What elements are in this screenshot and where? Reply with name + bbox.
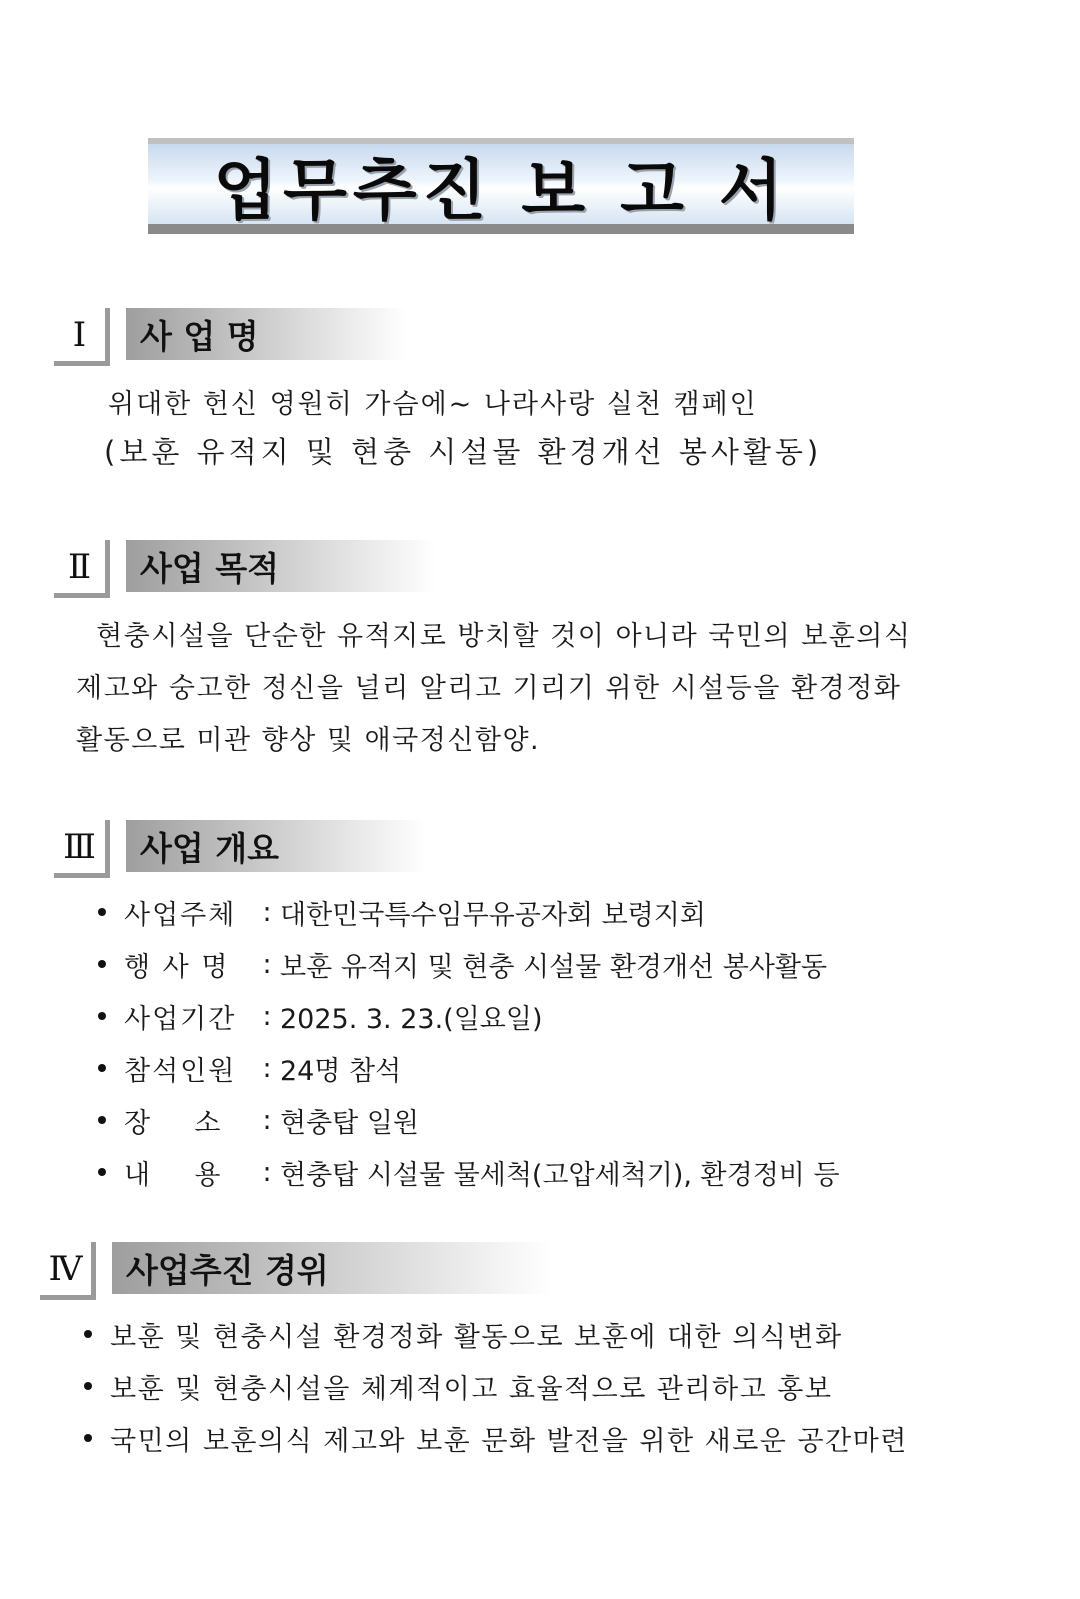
overview-item-colon: : xyxy=(262,948,272,980)
overview-item-label: 참석인원 xyxy=(124,1055,237,1087)
project-name-line-2: (보훈 유적지 및 현충 시설물 환경개선 봉사활동) xyxy=(104,435,823,469)
bullet-icon xyxy=(98,1168,106,1176)
section-3-bar xyxy=(126,820,426,872)
overview-item-label: 사업기간 xyxy=(124,1003,237,1035)
section-3-number: Ⅲ xyxy=(54,820,110,878)
overview-item-value: 현충탑 시설물 물세척(고압세척기), 환경정비 등 xyxy=(280,1159,840,1191)
bullet-icon xyxy=(84,1434,92,1442)
overview-item-value: 현충탑 일원 xyxy=(280,1107,419,1139)
bullet-icon xyxy=(98,1064,106,1072)
bullet-icon xyxy=(98,1116,106,1124)
overview-item-colon: : xyxy=(262,1052,272,1084)
background-item-text: 보훈 및 현충시설을 체계적이고 효율적으로 관리하고 홍보 xyxy=(110,1373,833,1405)
bullet-icon xyxy=(98,908,106,916)
overview-item-colon: : xyxy=(262,1156,272,1188)
overview-item-label: 내 용 xyxy=(124,1159,223,1191)
section-1-bar xyxy=(126,308,406,360)
background-list xyxy=(84,1308,1044,1464)
document-title: 업무추진 보 고 서 xyxy=(213,151,789,229)
section-1-header xyxy=(54,308,414,366)
background-item-text: 국민의 보훈의식 제고와 보훈 문화 발전을 위한 새로운 공간마련 xyxy=(110,1425,908,1457)
section-1-title: 사 업 명 xyxy=(140,316,259,356)
section-4-number: Ⅳ xyxy=(40,1242,96,1300)
bullet-icon xyxy=(84,1330,92,1338)
overview-item xyxy=(98,1146,998,1198)
overview-item xyxy=(98,1042,998,1094)
purpose-line-2: 제고와 숭고한 정신을 널리 알리고 기리기 위한 시설등을 환경정화 xyxy=(76,673,902,704)
background-item xyxy=(84,1412,1044,1464)
purpose-line-3: 활동으로 미관 향상 및 애국정신함양. xyxy=(76,725,541,756)
overview-item-colon: : xyxy=(262,896,272,928)
overview-item-colon: : xyxy=(262,1104,272,1136)
purpose-line-1: 현충시설을 단순한 유적지로 방치할 것이 아니라 국민의 보훈의식 xyxy=(76,621,912,652)
bullet-icon xyxy=(84,1382,92,1390)
section-3-title: 사업 개요 xyxy=(140,828,280,868)
overview-item xyxy=(98,938,998,990)
overview-item-value: 2025. 3. 23.(일요일) xyxy=(280,1003,543,1035)
project-name-line-1: 위대한 헌신 영원히 가슴에~ 나라사랑 실천 캠페인 xyxy=(108,389,758,420)
section-4-title: 사업추진 경위 xyxy=(126,1250,329,1290)
section-2-title: 사업 목적 xyxy=(140,548,280,588)
section-3-header xyxy=(54,820,434,878)
overview-item-value: 대한민국특수임무유공자회 보령지회 xyxy=(280,899,706,931)
overview-item-label: 사업주체 xyxy=(124,899,237,931)
title-banner xyxy=(148,138,854,234)
section-4-header xyxy=(40,1242,560,1300)
background-item xyxy=(84,1308,1044,1360)
overview-item xyxy=(98,886,998,938)
overview-item-label: 장 소 xyxy=(124,1107,223,1139)
background-item-text: 보훈 및 현충시설 환경정화 활동으로 보훈에 대한 의식변화 xyxy=(110,1321,843,1353)
bullet-icon xyxy=(98,1012,106,1020)
overview-item-value: 보훈 유적지 및 현충 시설물 환경개선 봉사활동 xyxy=(280,951,828,983)
section-4-bar xyxy=(112,1242,552,1294)
overview-item xyxy=(98,990,998,1042)
background-item xyxy=(84,1360,1044,1412)
overview-list xyxy=(98,886,998,1198)
section-2-bar xyxy=(126,540,436,592)
overview-item-colon: : xyxy=(262,1000,272,1032)
overview-item xyxy=(98,1094,998,1146)
overview-item-label: 행 사 명 xyxy=(124,951,230,983)
section-2-number: Ⅱ xyxy=(54,540,110,598)
overview-item-value: 24명 참석 xyxy=(280,1055,402,1087)
bullet-icon xyxy=(98,960,106,968)
section-1-number: Ⅰ xyxy=(54,308,110,366)
section-2-header xyxy=(54,540,434,598)
